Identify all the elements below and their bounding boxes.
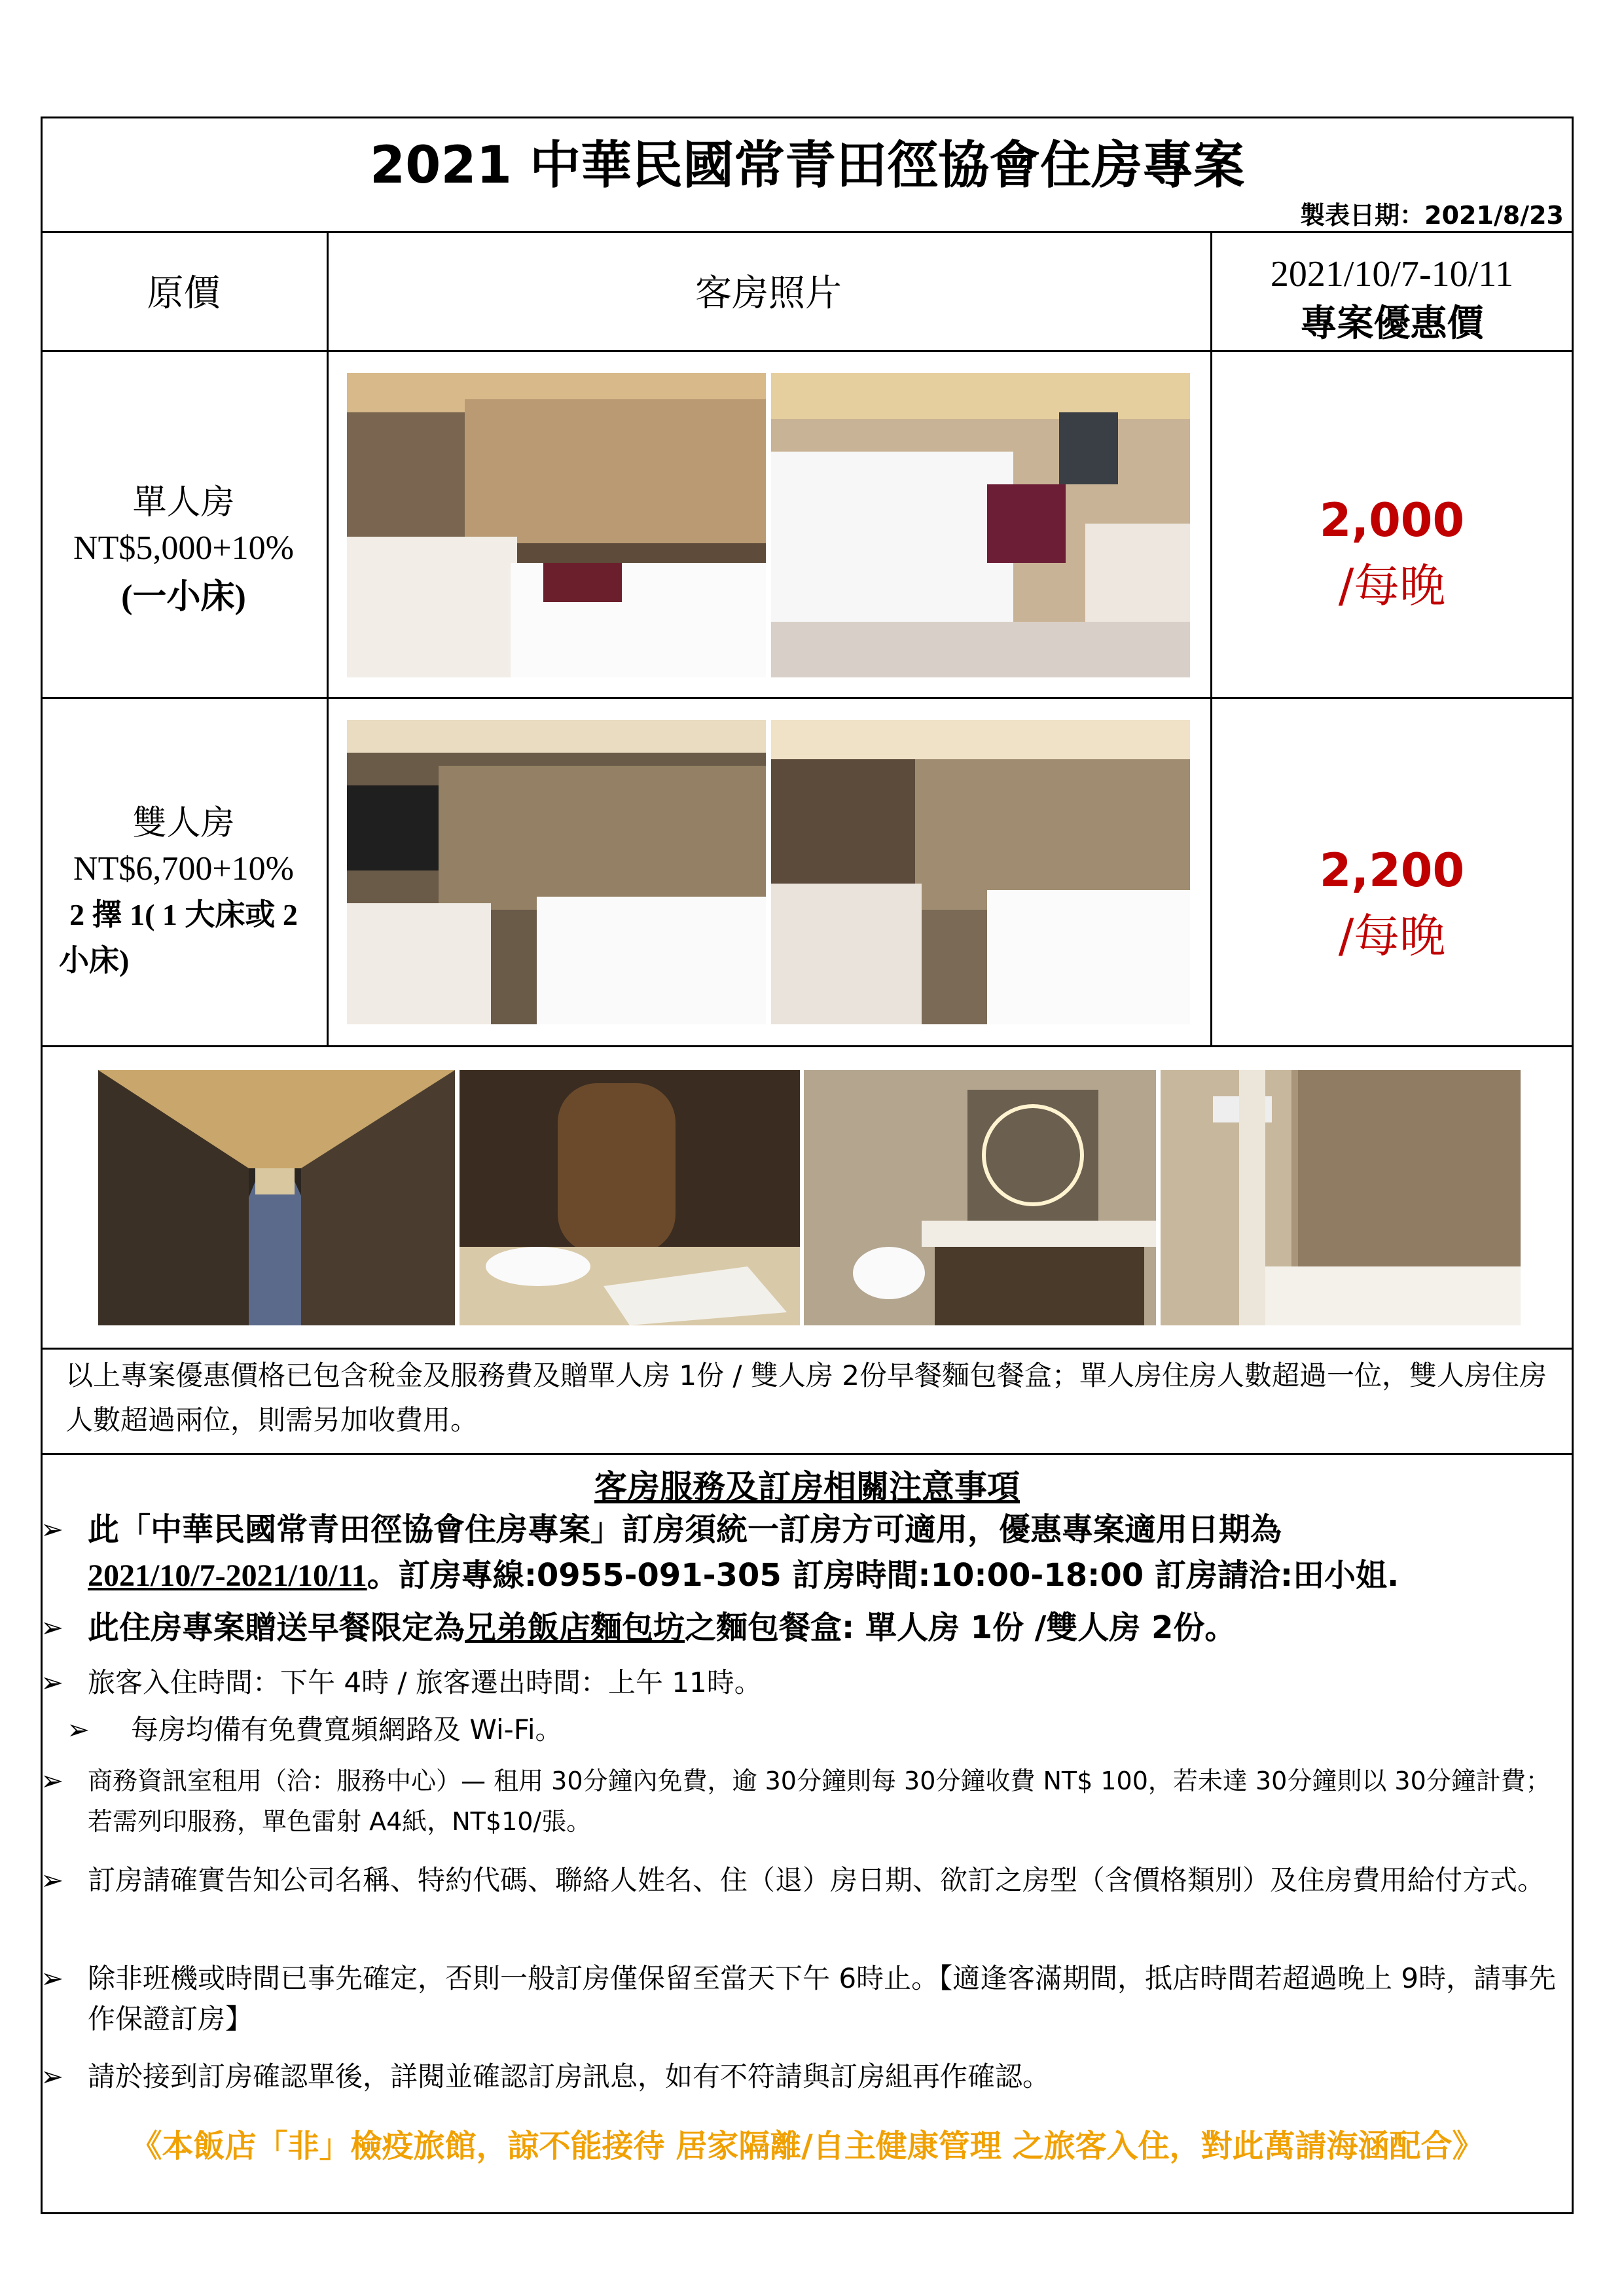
divider: [41, 350, 1574, 352]
date-label: 製表日期：2021/8/23: [1300, 201, 1564, 230]
bullet-arrow-icon: ➢: [41, 2060, 64, 2092]
notice-text: 此「中華民國常青田徑協會住房專案」訂房須統一訂房方可適用，優惠專案適用日期為: [88, 1511, 1282, 1548]
promo-unit-label: /每晚: [1338, 909, 1446, 963]
bullet-arrow-icon: ➢: [41, 1962, 64, 1994]
page-title: 2021 中華民國常青田徑協會住房專案: [369, 136, 1245, 195]
shower-photo: [1161, 1070, 1521, 1325]
notice-bakery: 兄弟飯店麵包坊: [465, 1609, 685, 1646]
notice-text: 之麵包餐盒: 單人房 1份 /雙人房 2份。: [685, 1609, 1236, 1646]
room-bed-double-2: 小床): [59, 944, 130, 977]
notice-text: 商務資訊室租用（洽：服務中心）— 租用 30分鐘內免費，逾 30分鐘則每 30分鐘收費 NT$ 100，若未達 30分鐘則以 30分鐘計費；若需列印服務，單色雷射 A4紙，NT$10/張。: [88, 1767, 1551, 1836]
notice-text: 此住房專案贈送早餐限定為: [88, 1609, 465, 1646]
notice-title: 客房服務及訂房相關注意事項: [594, 1468, 1020, 1506]
double-room-photo-2: [771, 720, 1190, 1024]
room-bed-single: (一小床): [121, 579, 246, 616]
notice-item: [41, 1761, 1559, 1842]
divider: [41, 1453, 1574, 1455]
coffee-photo: [460, 1070, 800, 1325]
single-room-photo-1: [347, 373, 766, 677]
divider: [41, 1348, 1574, 1350]
divider: [41, 231, 1574, 233]
divider: [327, 231, 329, 1045]
notice-text: 每房均備有免費寬頻網路及 Wi-Fi。: [131, 1713, 563, 1746]
notice-text: 除非班機或時間已事先確定，否則一般訂房僅保留至當天下午 6時止。【適逢客滿期間，抵店時間若超過晚上 9時，請事先作保證訂房】: [88, 1962, 1557, 2035]
promo-price-single: 2,000: [1319, 493, 1465, 547]
divider: [41, 1045, 1574, 1047]
price-note: 以上專案優惠價格已包含稅金及服務費及贈單人房 1份 / 雙人房 2份早餐麵包餐盒；單人房住房人數超過一位，雙人房住房人數超過兩位，則需另加收費用。: [65, 1359, 1547, 1436]
notice-text: 訂房請確實告知公司名稱、特約代碼、聯絡人姓名、住（退）房日期、欲訂之房型（含價格類別）及住房費用給付方式。: [88, 1864, 1545, 1896]
notice-item: [41, 1605, 1559, 1651]
promo-unit-label: /每晚: [1338, 559, 1446, 613]
bathroom-photo: [804, 1070, 1156, 1325]
room-type-double: 雙人房: [132, 804, 235, 843]
bullet-arrow-icon: ➢: [41, 1765, 64, 1797]
promo-price-double: 2,200: [1319, 844, 1465, 897]
notice-dates: 2021/10/7-2021/10/11: [88, 1558, 367, 1593]
promo-unit-single: [1210, 553, 1574, 619]
double-room-photo-1: [347, 720, 766, 1024]
room-price-single: NT$5,000+10%: [73, 529, 294, 567]
notice-item: [41, 1507, 1559, 1599]
notice-text: 。訂房專線:0955-091-305 訂房時間:10:00-18:00 訂房請洽:田小姐.: [367, 1557, 1399, 1594]
divider: [41, 697, 1574, 699]
bullet-arrow-icon: ➢: [67, 1713, 90, 1746]
header-promo-dates: 2021/10/7-10/11: [1270, 254, 1514, 295]
bullet-arrow-icon: ➢: [41, 1666, 64, 1698]
notice-text: 旅客入住時間：下午 4時 / 旅客遷出時間：上午 11時。: [88, 1666, 762, 1698]
room-bed-double: 2 擇 1( 1 大床或 2: [69, 898, 298, 931]
corridor-photo: [98, 1070, 455, 1325]
promo-unit-double: [1210, 903, 1574, 969]
header-original-price: 原價: [147, 272, 221, 315]
single-room-photo-2: [771, 373, 1190, 677]
header-promo-price: 專案優惠價: [1300, 302, 1484, 345]
quarantine-notice: 《本飯店「非」檢疫旅館，諒不能接待 居家隔離/自主健康管理 之旅客入住，對此萬請海涵配合》: [130, 2128, 1484, 2164]
notice-item: [41, 1860, 1559, 1901]
notice-item: [41, 1662, 1559, 1703]
room-price-double: NT$6,700+10%: [73, 850, 294, 888]
room-type-single: 單人房: [132, 483, 235, 522]
bullet-arrow-icon: ➢: [41, 1611, 64, 1643]
bullet-arrow-icon: ➢: [41, 1513, 64, 1545]
notice-item: [41, 1710, 1559, 1750]
notice-text: 請於接到訂房確認單後，詳閱並確認訂房訊息，如有不符請與訂房組再作確認。: [88, 2060, 1051, 2092]
notice-item: [41, 1958, 1559, 2039]
header-room-photos: 客房照片: [695, 272, 842, 315]
bullet-arrow-icon: ➢: [41, 1864, 64, 1896]
notice-item: [41, 2056, 1559, 2097]
